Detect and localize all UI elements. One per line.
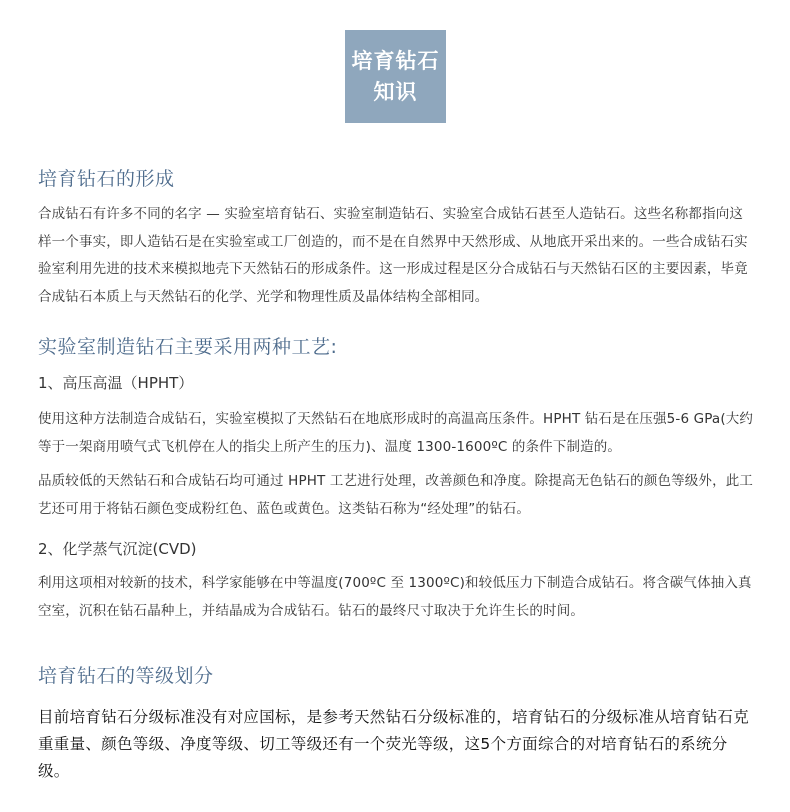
section-title-formation: 培育钻石的形成 bbox=[38, 168, 175, 190]
paragraph-cvd: 利用这项相对较新的技术，科学家能够在中等温度(700ºC 至 1300ºC)和较低压力下制造合成钻石。将含碳气体抽入真空室，沉积在钻石晶种上，并结晶成为合成钻石。钻石的最终尺寸取决于允许生长的时间。 bbox=[38, 575, 752, 619]
section-title-processes: 实验室制造钻石主要采用两种工艺: bbox=[38, 336, 338, 358]
paragraph-hpht-2: 品质较低的天然钻石和合成钻石均可通过 HPHT 工艺进行处理，改善颜色和净度。除提高无色钻石的颜色等级外，此工艺还可用于将钻石颜色变成粉红色、蓝色或黄色。这类钻石称为“经处理”的钻石。 bbox=[38, 473, 754, 517]
section-title-grading: 培育钻石的等级划分 bbox=[38, 665, 214, 687]
subtitle-hpht: 1、高压高温（HPHT） bbox=[38, 374, 194, 392]
paragraph-grading: 目前培育钻石分级标准没有对应国标，是参考天然钻石分级标准的，培育钻石的分级标准从培育钻石克重重量、颜色等级、净度等级、切工等级还有一个荧光等级，这5个方面综合的对培育钻石的系统分级。 bbox=[38, 708, 750, 780]
title-box bbox=[345, 30, 446, 123]
paragraph-formation: 合成钻石有许多不同的名字 — 实验室培育钻石、实验室制造钻石、实验室合成钻石甚至人造钻石。这些名称都指向这样一个事实，即人造钻石是在实验室或工厂创造的，而不是在自然界中天然形成、从地底开采出来的。一些合成钻石实验室利用先进的技术来模拟地壳下天然钻石的形成条件。这一形成过程是区分合成钻石与天然钻石区的主要因素，毕竟合成钻石本质上与天然钻石的化学、光学和物理性质及晶体结构全部相同。 bbox=[38, 206, 748, 305]
title-box-line1: 培育钻石 bbox=[351, 48, 440, 73]
paragraph-hpht-1: 使用这种方法制造合成钻石，实验室模拟了天然钻石在地底形成时的高温高压条件。HPHT 钻石是在压强5-6 GPa(大约等于一架商用喷气式飞机停在人的指尖上所产生的压力)、温度 1300-1600ºC 的条件下制造的。 bbox=[38, 411, 754, 455]
title-box-line2: 知识 bbox=[373, 79, 418, 104]
subtitle-cvd: 2、化学蒸气沉淀(CVD) bbox=[38, 540, 197, 558]
